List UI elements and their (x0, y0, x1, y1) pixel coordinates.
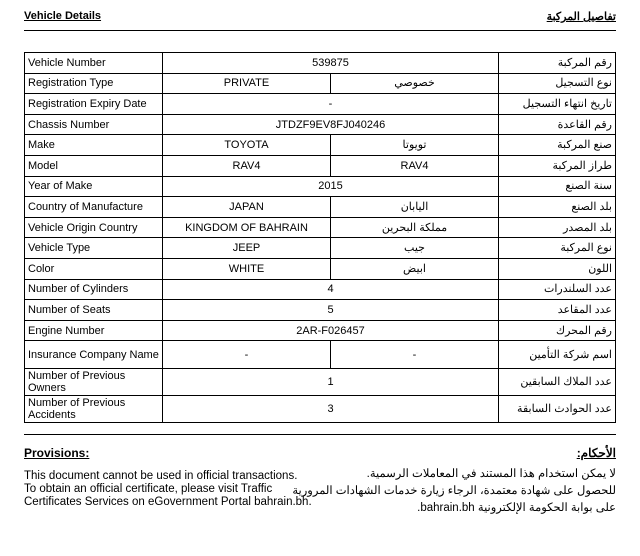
row-label-ar: رقم المحرك (499, 320, 616, 341)
row-label-ar: اسم شركة التأمين (499, 341, 616, 368)
table-row (25, 320, 616, 341)
row-label-ar: رقم القاعدة (499, 114, 616, 135)
row-label-ar: رقم المركبة (499, 53, 616, 74)
row-value: 4 (163, 279, 499, 300)
provisions-line-ar: للحصول على شهادة معتمدة، الرجاء زيارة خدمات الشهادات المرورية (292, 485, 616, 497)
row-value: 5 (163, 300, 499, 321)
row-label-ar: طراز المركبة (499, 155, 616, 176)
row-label: Registration Expiry Date (25, 94, 163, 115)
row-value: 2015 (163, 176, 499, 197)
row-value: 2AR-F026457 (163, 320, 499, 341)
provisions-line: This document cannot be used in official transactions. (24, 470, 298, 482)
row-value-ar: RAV4 (331, 155, 499, 176)
provisions-text-ar (292, 466, 616, 517)
row-label: Model (25, 155, 163, 176)
row-value: 3 (163, 396, 499, 423)
provisions-line: To obtain an official certificate, please visit Traffic (24, 483, 273, 495)
table-row (25, 176, 616, 197)
table-row (25, 217, 616, 238)
row-label: Make (25, 135, 163, 156)
row-label-ar: سنة الصنع (499, 176, 616, 197)
row-label-ar: نوع المركبة (499, 238, 616, 259)
row-label-ar: تاريخ انتهاء التسجيل (499, 94, 616, 115)
provisions-text-en (24, 470, 324, 509)
row-label: Vehicle Number (25, 53, 163, 74)
row-label: Country of Manufacture (25, 197, 163, 218)
table-row (25, 197, 616, 218)
row-value-ar: خصوصي (331, 73, 499, 94)
row-value-ar: مملكة البحرين (331, 217, 499, 238)
provisions-divider (24, 434, 616, 435)
provisions-title-ar: الأحكام: (576, 446, 616, 460)
row-label: Engine Number (25, 320, 163, 341)
table-row (25, 368, 616, 395)
row-value: TOYOTA (163, 135, 331, 156)
top-divider (24, 30, 616, 31)
row-value: 539875 (163, 53, 499, 74)
row-label: Year of Make (25, 176, 163, 197)
row-label: Number of Cylinders (25, 279, 163, 300)
row-value: - (163, 94, 499, 115)
row-label-ar: عدد الحوادث السابقة (499, 396, 616, 423)
table-row (25, 94, 616, 115)
page-title-en: Vehicle Details (24, 10, 102, 22)
provisions-line: Certificates Services on eGovernment Portal bahrain.bh. (24, 496, 312, 508)
row-label-ar: صنع المركبة (499, 135, 616, 156)
table-row (25, 238, 616, 259)
row-value: WHITE (163, 258, 331, 279)
row-value: JEEP (163, 238, 331, 259)
row-label: Number of Previous Owners (25, 368, 163, 395)
table-row (25, 341, 616, 368)
row-label-ar: عدد المقاعد (499, 300, 616, 321)
row-label: Color (25, 258, 163, 279)
table-row (25, 73, 616, 94)
vehicle-details-table (24, 52, 616, 423)
table-row (25, 396, 616, 423)
table-row (25, 258, 616, 279)
row-label: Number of Previous Accidents (25, 396, 163, 423)
row-label-ar: نوع التسجيل (499, 73, 616, 94)
row-label-ar: بلد الصنع (499, 197, 616, 218)
table-row (25, 155, 616, 176)
row-label: Number of Seats (25, 300, 163, 321)
row-value-ar: ابيض (331, 258, 499, 279)
table-row (25, 300, 616, 321)
row-label: Vehicle Type (25, 238, 163, 259)
table-row (25, 53, 616, 74)
row-label: Insurance Company Name (25, 341, 163, 368)
row-value-ar: - (331, 341, 499, 368)
row-value: PRIVATE (163, 73, 331, 94)
row-value: JTDZF9EV8FJ040246 (163, 114, 499, 135)
provisions-line-ar: على بوابة الحكومة الإلكترونية bahrain.bh. (417, 502, 616, 514)
row-value: - (163, 341, 331, 368)
table-row (25, 279, 616, 300)
row-value-ar: جيب (331, 238, 499, 259)
row-label: Vehicle Origin Country (25, 217, 163, 238)
table-row (25, 114, 616, 135)
row-label: Chassis Number (25, 114, 163, 135)
page-title-ar: تفاصيل المركبة (546, 11, 616, 23)
row-label-ar: عدد السلندرات (499, 279, 616, 300)
row-value: KINGDOM OF BAHRAIN (163, 217, 331, 238)
row-label: Registration Type (25, 73, 163, 94)
row-value: JAPAN (163, 197, 331, 218)
row-value: 1 (163, 368, 499, 395)
provisions-title-en: Provisions: (24, 446, 90, 460)
row-value-ar: اليابان (331, 197, 499, 218)
row-value: RAV4 (163, 155, 331, 176)
table-row (25, 135, 616, 156)
row-label-ar: بلد المصدر (499, 217, 616, 238)
row-label-ar: عدد الملاك السابقين (499, 368, 616, 395)
provisions-line-ar: لا يمكن استخدام هذا المستند في المعاملات الرسمية. (366, 468, 616, 480)
row-label-ar: اللون (499, 258, 616, 279)
row-value-ar: تويوتا (331, 135, 499, 156)
